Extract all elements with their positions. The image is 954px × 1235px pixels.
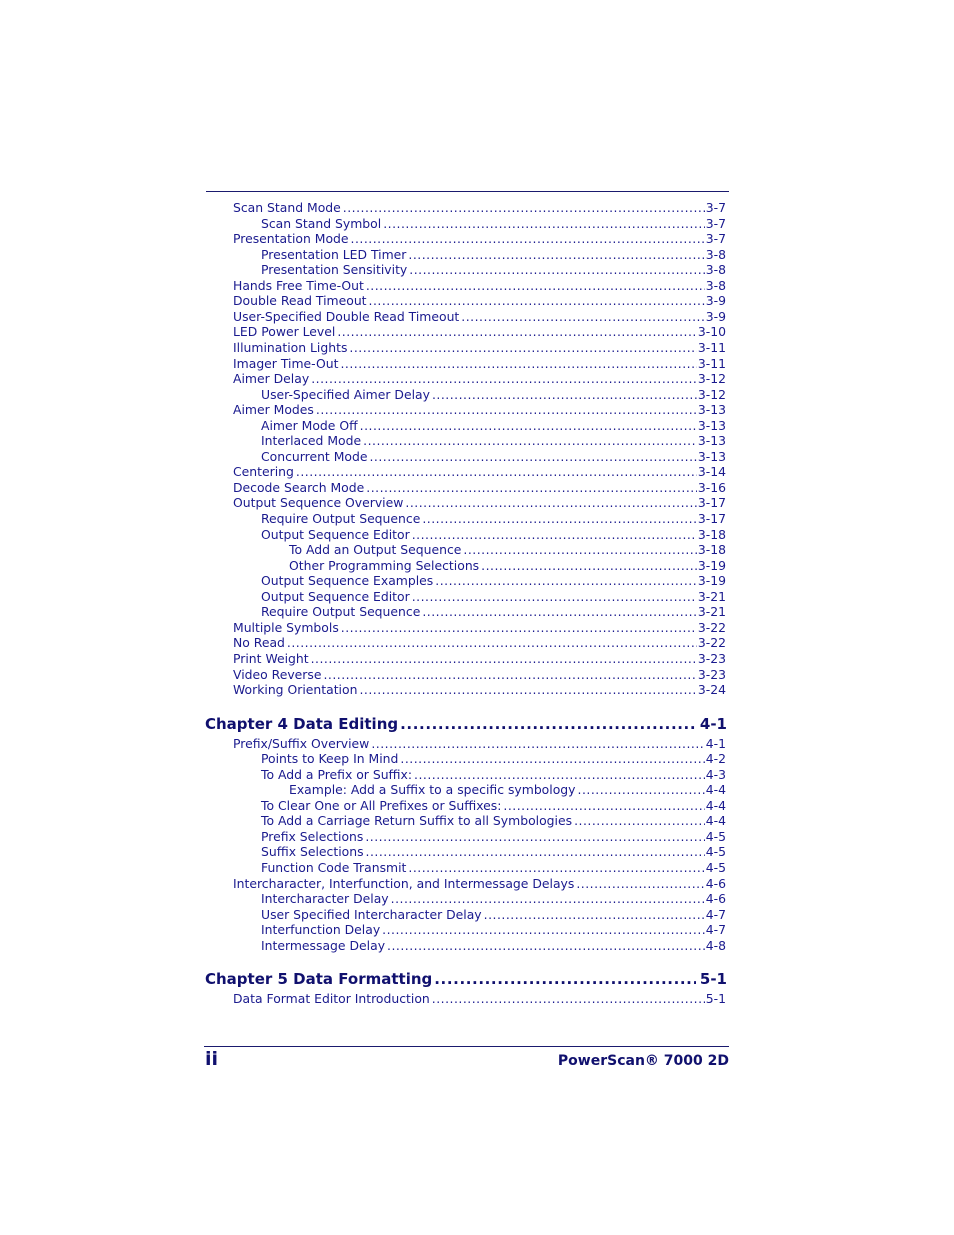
toc-page-number: 3-11 bbox=[697, 339, 726, 355]
toc-entry-title: Hands Free Time-Out bbox=[233, 277, 364, 293]
toc-page-number: 5-1 bbox=[699, 970, 727, 989]
toc-entry-title: To Add a Prefix or Suffix: bbox=[261, 766, 413, 782]
toc-entry[interactable] bbox=[233, 682, 726, 698]
toc-page-number: 3-9 bbox=[705, 308, 726, 324]
toc-dot-leader bbox=[343, 200, 705, 216]
toc-dot-leader bbox=[365, 829, 704, 845]
toc-entry-title: Require Output Sequence bbox=[261, 604, 421, 620]
toc-dot-leader bbox=[461, 309, 704, 325]
toc-dot-leader bbox=[366, 844, 705, 860]
toc-entry-title: Imager Time-Out bbox=[233, 355, 339, 371]
toc-entry-title: Output Sequence Overview bbox=[233, 495, 404, 511]
toc-entry[interactable] bbox=[233, 309, 726, 325]
toc-page-number: 3-7 bbox=[705, 200, 726, 215]
toc-entry[interactable] bbox=[233, 371, 726, 387]
toc-entry[interactable] bbox=[261, 511, 726, 527]
toc-entry[interactable] bbox=[261, 527, 726, 543]
toc-page-number: 3-16 bbox=[697, 479, 726, 495]
toc-page-number: 3-22 bbox=[697, 635, 726, 651]
toc-entry-title: Interfunction Delay bbox=[261, 922, 381, 938]
toc-page-number: 4-6 bbox=[705, 891, 726, 907]
toc-entry[interactable] bbox=[233, 200, 726, 216]
toc-entry[interactable] bbox=[233, 356, 726, 372]
toc-chapter-heading[interactable] bbox=[205, 714, 727, 734]
top-rule bbox=[206, 191, 729, 192]
toc-page-number: 3-8 bbox=[705, 262, 726, 278]
toc-entry-title: Example: Add a Suffix to a specific symbology bbox=[289, 782, 576, 798]
toc-entry[interactable] bbox=[233, 635, 726, 651]
toc-entry-title: Other Programming Selections bbox=[289, 557, 480, 573]
toc-dot-leader bbox=[484, 907, 705, 923]
toc-entry-title: User-Specified Double Read Timeout bbox=[233, 308, 460, 324]
toc-dot-leader bbox=[351, 231, 705, 247]
toc-entry-title: User Specified Intercharacter Delay bbox=[261, 906, 482, 922]
toc-dot-leader bbox=[383, 216, 705, 232]
toc-entry-title: To Add an Output Sequence bbox=[289, 542, 462, 558]
toc-dot-leader bbox=[503, 798, 704, 814]
toc-dot-leader bbox=[391, 891, 705, 907]
toc-entry[interactable] bbox=[233, 293, 726, 309]
toc-entry[interactable] bbox=[233, 736, 726, 752]
toc-dot-leader bbox=[434, 969, 696, 989]
toc-entry[interactable] bbox=[261, 907, 726, 923]
toc-entry-title: Aimer Modes bbox=[233, 402, 314, 418]
toc-entry[interactable] bbox=[233, 667, 726, 683]
toc-entry[interactable] bbox=[261, 891, 726, 907]
toc-entry[interactable] bbox=[233, 991, 726, 1007]
toc-entry-title: Require Output Sequence bbox=[261, 511, 421, 526]
toc-entry[interactable] bbox=[261, 751, 726, 767]
toc-page-number: 3-22 bbox=[697, 619, 726, 635]
toc-dot-leader bbox=[422, 511, 697, 527]
toc-entry-title: Function Code Transmit bbox=[261, 860, 407, 875]
toc-entry[interactable] bbox=[261, 813, 726, 829]
toc-entry-title: Print Weight bbox=[233, 650, 309, 666]
toc-entry-title: Concurrent Mode bbox=[261, 448, 368, 464]
footer-rule bbox=[204, 1046, 729, 1047]
toc-page-number: 4-3 bbox=[705, 766, 726, 782]
toc-entry-title: Suffix Selections bbox=[261, 844, 364, 860]
toc-page-number: 4-7 bbox=[705, 922, 726, 938]
toc-page-number: 3-19 bbox=[697, 557, 726, 573]
toc-dot-leader bbox=[360, 418, 697, 434]
toc-dot-leader bbox=[296, 464, 697, 480]
toc-dot-leader bbox=[576, 876, 704, 892]
toc-page-number: 3-13 bbox=[697, 402, 726, 418]
toc-page-number: 3-10 bbox=[697, 324, 726, 340]
toc-entry-title: Aimer Delay bbox=[233, 371, 310, 387]
toc-entry-title: No Read bbox=[233, 635, 285, 651]
toc-dot-leader bbox=[408, 860, 704, 876]
toc-page-number: 3-13 bbox=[697, 433, 726, 449]
toc-dot-leader bbox=[414, 767, 705, 783]
toc-entry[interactable] bbox=[261, 247, 726, 263]
toc-page-number: 4-1 bbox=[705, 735, 726, 751]
toc-page-number: 5-1 bbox=[705, 991, 726, 1007]
toc-entry-title: Video Reverse bbox=[233, 666, 322, 682]
toc-page-number: 3-21 bbox=[697, 588, 726, 604]
toc-entry-title: Intercharacter, Interfunction, and Intermessage Delays bbox=[233, 875, 575, 891]
toc-page-number: 4-1 bbox=[699, 714, 727, 733]
toc-dot-leader bbox=[435, 573, 697, 589]
toc-dot-leader bbox=[311, 371, 697, 387]
toc-dot-leader bbox=[422, 604, 697, 620]
toc-entry-title: Output Sequence Examples bbox=[261, 573, 434, 589]
toc-entry[interactable] bbox=[233, 324, 726, 340]
toc-entry-title: Presentation Mode bbox=[233, 231, 349, 247]
toc-dot-leader bbox=[369, 449, 696, 465]
toc-page-number: 3-19 bbox=[697, 573, 726, 589]
toc-page-number: 3-11 bbox=[697, 355, 726, 371]
toc-entry[interactable] bbox=[233, 620, 726, 636]
toc-page-number: 4-5 bbox=[705, 844, 726, 860]
toc-entry-title: Output Sequence Editor bbox=[261, 588, 410, 604]
toc-dot-leader bbox=[400, 714, 696, 734]
toc-entry-title: Points to Keep In Mind bbox=[261, 751, 399, 767]
toc-entry[interactable] bbox=[261, 938, 726, 954]
toc-page-number: 4-4 bbox=[705, 797, 726, 813]
toc-page-number: 3-9 bbox=[705, 293, 726, 309]
toc-page-number: 4-4 bbox=[705, 813, 726, 829]
toc-page-number: 4-8 bbox=[705, 937, 726, 953]
toc-entry[interactable] bbox=[233, 231, 726, 247]
toc-entry-title: Output Sequence Editor bbox=[261, 526, 410, 542]
toc-entry[interactable] bbox=[233, 651, 726, 667]
toc-dot-leader bbox=[341, 620, 697, 636]
toc-entry[interactable] bbox=[261, 387, 726, 403]
toc-page-number: 3-8 bbox=[705, 246, 726, 262]
toc-entry[interactable] bbox=[261, 829, 726, 845]
toc-entry-title: Scan Stand Mode bbox=[233, 200, 341, 215]
toc-entry[interactable] bbox=[261, 798, 726, 814]
toc-page-number: 3-7 bbox=[705, 231, 726, 247]
toc-entry[interactable] bbox=[261, 767, 726, 783]
toc-page-number: 3-12 bbox=[697, 371, 726, 387]
toc-dot-leader bbox=[412, 589, 697, 605]
toc-page-number: 3-23 bbox=[697, 650, 726, 666]
toc-entry[interactable] bbox=[233, 402, 726, 418]
toc-dot-leader bbox=[400, 751, 704, 767]
toc-page-number: 4-5 bbox=[705, 860, 726, 875]
toc-page-number: 3-13 bbox=[697, 417, 726, 433]
toc-page-number: 3-24 bbox=[697, 682, 726, 698]
page-number: ii bbox=[205, 1048, 219, 1070]
toc-page-number: 4-4 bbox=[705, 782, 726, 798]
toc-entry[interactable] bbox=[233, 480, 726, 496]
toc-dot-leader bbox=[369, 293, 705, 309]
toc-page-number: 3-18 bbox=[697, 542, 726, 558]
toc-dot-leader bbox=[323, 667, 696, 683]
toc-entry-title: Chapter 5 Data Formatting bbox=[205, 970, 433, 989]
toc-dot-leader bbox=[578, 782, 705, 798]
toc-entry[interactable] bbox=[261, 216, 726, 232]
toc-entry[interactable] bbox=[261, 449, 726, 465]
toc-entry[interactable] bbox=[261, 573, 726, 589]
toc-entry-title: To Clear One or All Prefixes or Suffixes: bbox=[261, 797, 502, 813]
toc-dot-leader bbox=[287, 635, 697, 651]
toc-page-number: 3-17 bbox=[697, 495, 726, 511]
toc-page-number: 3-21 bbox=[697, 604, 726, 620]
toc-entry[interactable] bbox=[289, 542, 726, 558]
toc-entry[interactable] bbox=[233, 340, 726, 356]
toc-page-number: 3-12 bbox=[697, 386, 726, 402]
toc-entry-title: Intermessage Delay bbox=[261, 937, 386, 953]
toc-entry-title: Multiple Symbols bbox=[233, 619, 339, 635]
toc-entry[interactable] bbox=[261, 860, 726, 876]
toc-entry-title: Presentation Sensitivity bbox=[261, 262, 408, 278]
toc-entry[interactable] bbox=[289, 558, 726, 574]
toc-entry-title: Presentation LED Timer bbox=[261, 246, 407, 262]
toc-entry-title: Intercharacter Delay bbox=[261, 891, 389, 907]
toc-entry-title: Aimer Mode Off bbox=[261, 417, 358, 433]
toc-entry-title: Scan Stand Symbol bbox=[261, 215, 382, 231]
toc-dot-leader bbox=[316, 402, 697, 418]
toc-page-number: 4-7 bbox=[705, 906, 726, 922]
toc-entry[interactable] bbox=[261, 418, 726, 434]
toc-page-number: 3-8 bbox=[705, 277, 726, 293]
toc-dot-leader bbox=[337, 324, 697, 340]
toc-entry-title: Decode Search Mode bbox=[233, 479, 365, 495]
toc-page-number: 3-18 bbox=[697, 526, 726, 542]
toc-entry-title: Data Format Editor Introduction bbox=[233, 991, 430, 1007]
product-name: PowerScan® 7000 2D bbox=[557, 1053, 729, 1069]
toc-dot-leader bbox=[371, 736, 704, 752]
toc-entry-title: Working Orientation bbox=[233, 682, 358, 698]
toc-dot-leader bbox=[311, 651, 697, 667]
toc-page-number: 3-13 bbox=[697, 448, 726, 464]
toc-dot-leader bbox=[481, 558, 697, 574]
toc-dot-leader bbox=[432, 991, 705, 1007]
toc-entry-title: To Add a Carriage Return Suffix to all Symbologies bbox=[261, 813, 573, 829]
toc-dot-leader bbox=[432, 387, 697, 403]
toc-entry-title: User-Specified Aimer Delay bbox=[261, 386, 430, 402]
toc-entry[interactable] bbox=[233, 464, 726, 480]
toc-page-number: 3-14 bbox=[697, 464, 726, 480]
toc-dot-leader bbox=[463, 542, 696, 558]
toc-entry-title: Interlaced Mode bbox=[261, 433, 362, 449]
toc-page-number: 3-17 bbox=[697, 511, 726, 526]
toc-dot-leader bbox=[412, 527, 697, 543]
toc-entry[interactable] bbox=[233, 876, 726, 892]
toc-dot-leader bbox=[340, 356, 696, 372]
toc-entry[interactable] bbox=[289, 782, 726, 798]
toc-entry[interactable] bbox=[233, 278, 726, 294]
toc-entry[interactable] bbox=[261, 604, 726, 620]
toc-dot-leader bbox=[387, 938, 705, 954]
toc-dot-leader bbox=[382, 922, 705, 938]
toc-entry-title: Illumination Lights bbox=[233, 339, 348, 355]
toc-entry[interactable] bbox=[261, 844, 726, 860]
toc-dot-leader bbox=[349, 340, 696, 356]
toc-chapter-heading[interactable] bbox=[205, 969, 727, 989]
toc-dot-leader bbox=[408, 247, 704, 263]
toc-dot-leader bbox=[366, 278, 705, 294]
toc-page-number: 4-6 bbox=[705, 875, 726, 891]
toc-dot-leader bbox=[359, 682, 696, 698]
toc-entry-title: Prefix Selections bbox=[261, 828, 364, 844]
toc-entry-title: Centering bbox=[233, 464, 294, 480]
toc-dot-leader bbox=[574, 813, 705, 829]
toc-dot-leader bbox=[366, 480, 697, 496]
toc-page-number: 3-23 bbox=[697, 666, 726, 682]
toc-page-number: 4-2 bbox=[705, 751, 726, 767]
toc-entry[interactable] bbox=[261, 433, 726, 449]
toc-entry[interactable] bbox=[233, 495, 726, 511]
toc-page-number: 4-5 bbox=[705, 828, 726, 844]
toc-entry[interactable] bbox=[261, 262, 726, 278]
toc-dot-leader bbox=[405, 495, 697, 511]
toc-entry-title: LED Power Level bbox=[233, 324, 336, 340]
toc-dot-leader bbox=[409, 262, 704, 278]
toc-page-number: 3-7 bbox=[705, 215, 726, 231]
toc-dot-leader bbox=[363, 433, 697, 449]
toc-entry[interactable] bbox=[261, 922, 726, 938]
toc-entry-title: Double Read Timeout bbox=[233, 293, 367, 309]
toc-entry[interactable] bbox=[261, 589, 726, 605]
toc-entry-title: Prefix/Suffix Overview bbox=[233, 735, 370, 751]
toc-entry-title: Chapter 4 Data Editing bbox=[205, 714, 399, 733]
